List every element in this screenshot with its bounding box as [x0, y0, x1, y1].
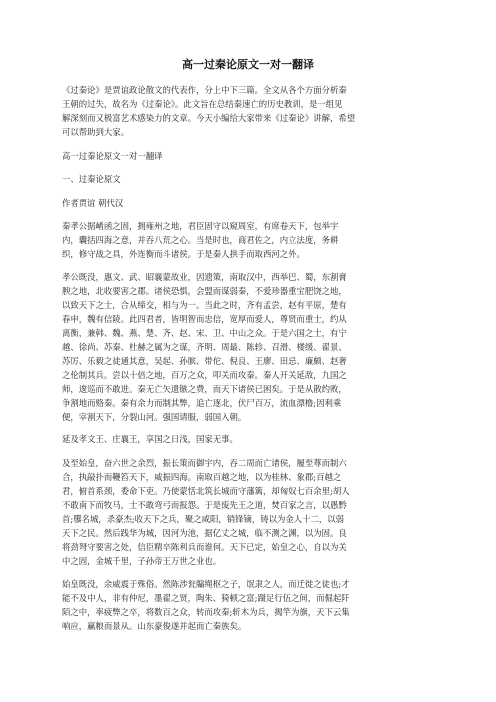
text-line: 解深刻而又极富艺术感染力的文章。今天小编给大家带来《过秦论》讲解，希望 — [62, 113, 356, 123]
text-line: 便，宰割天下，分裂山河。强国请服，弱国入朝。 — [62, 412, 247, 422]
document-title: 高一过秦论原文一对一翻译 — [182, 58, 314, 71]
body-paragraph — [62, 456, 438, 568]
text-line: 作者贾谊 朝代汉 — [62, 198, 124, 208]
text-line: 内，囊括四海之意，并吞八荒之心。当是时也，商君佐之，内立法度，务耕 — [62, 235, 339, 245]
author-line — [62, 196, 438, 210]
text-line: 能不及中人，非有仲尼，墨翟之贤，陶朱、猗顿之富;蹑足行伍之间，而倔起阡 — [62, 593, 350, 603]
section-heading — [62, 149, 438, 163]
text-line: 高一过秦论原文一对一翻译 — [62, 151, 163, 161]
text-line: 师，逡巡而不敢进。秦无亡矢遗镞之费，而天下诸侯已困矣。于是从散约败， — [62, 384, 347, 394]
subsection-heading — [62, 172, 438, 186]
body-paragraph — [62, 432, 438, 446]
text-line: 离衡，兼韩、魏、燕、楚、齐、赵、宋、卫、中山之众。于是六国之士，有宁 — [62, 328, 347, 338]
text-line: 君，俯首系颈，委命下吏。乃使蒙恬北筑长城而守藩篱，却匈奴七百余里;胡人 — [62, 486, 350, 496]
text-line: 王朝的过失，故名为《过秦论》。此文旨在总结秦速亡的历史教训，是一组见 — [62, 99, 343, 109]
text-line: 响应，赢粮而景从。山东豪俊遂并起而亡秦族矣。 — [62, 621, 247, 631]
text-line: 织，修守战之具，外连衡而斗诸侯。于是秦人拱手而取西河之外。 — [62, 249, 305, 259]
body-paragraph — [62, 219, 438, 261]
text-line: 陌之中，率疲弊之卒，将数百之众，转而攻秦;斩木为兵，揭竿为旗，天下云集 — [62, 607, 350, 617]
text-line: 及至始皇，奋六世之余烈，振长策而御宇内，吞二周而亡诸侯，履至尊而制六 — [62, 458, 347, 468]
text-line: 以致天下之士，合从缔交，相与为一。当此之时，齐有孟尝，赵有平原，楚有 — [62, 300, 347, 310]
text-line: 孝公既没，惠文、武、昭襄蒙故业，因遗策，南取汉中，西举巴、蜀，东割膏 — [62, 272, 347, 282]
text-line: 可以帮助到大家。 — [62, 127, 129, 137]
text-line: 不敢南下而牧马，士不敢弯弓而报怨。于是废先王之道，焚百家之言，以愚黔 — [62, 500, 347, 510]
text-line: 首;隳名城，杀豪杰;收天下之兵，聚之咸阳，销锋镝，铸以为金人十二，以弱 — [62, 514, 345, 524]
text-line: 越、徐尚、苏秦、杜赫之属为之谋，齐明、周最、陈轸、召滑、楼缓、翟景、 — [62, 342, 347, 352]
text-line: 争割地而赂秦。秦有余力而制其弊，追亡逐北，伏尸百万，流血漂橹;因利乘 — [62, 398, 342, 408]
text-line: 秦孝公据崤函之固，拥雍州之地，君臣固守以窥周室，有席卷天下，包举宇 — [62, 221, 339, 231]
text-line: 苏厉、乐毅之徒通其意，吴起、孙膑、带佗、倪良、王廖、田忌、廉颇、赵奢 — [62, 356, 347, 366]
text-line: 之伦制其兵。尝以十倍之地，百万之众，叩关而攻秦。秦人开关延敌，九国之 — [62, 370, 347, 380]
body-paragraph — [62, 270, 438, 424]
intro-paragraph — [62, 83, 438, 139]
text-line: 中之固，金城千里，子孙帝王万世之业也。 — [62, 556, 222, 566]
text-line: 延及孝文王、庄襄王，享国之日浅，国家无事。 — [62, 434, 238, 444]
text-line: 始皇既没，余威震于殊俗。然陈涉瓮牖绳枢之子，氓隶之人，而迁徙之徒也;才 — [62, 579, 350, 589]
text-line: 合，执敲扑而鞭笞天下，威振四海。南取百越之地，以为桂林、象郡;百越之 — [62, 472, 342, 482]
text-line: 《过秦论》是贾谊政论散文的代表作，分上中下三篇。全文从各个方面分析秦 — [62, 85, 347, 95]
text-line: 天下之民。然后践华为城，因河为池，据亿丈之城，临不测之渊，以为固。良 — [62, 528, 347, 538]
body-paragraph — [62, 577, 438, 633]
text-line: 腴之地，北收要害之郡。诸侯恐惧，会盟而谋弱秦，不爱珍器重宝肥饶之地， — [62, 286, 347, 296]
text-line: 一、过秦论原文 — [62, 174, 121, 184]
text-line: 春申，魏有信陵。此四君者，皆明智而忠信，宽厚而爱人，尊贤而重士，约从 — [62, 314, 347, 324]
text-line: 将劲弩守要害之处，信臣精卒陈利兵而谁何。天下已定，始皇之心，自以为关 — [62, 542, 347, 552]
